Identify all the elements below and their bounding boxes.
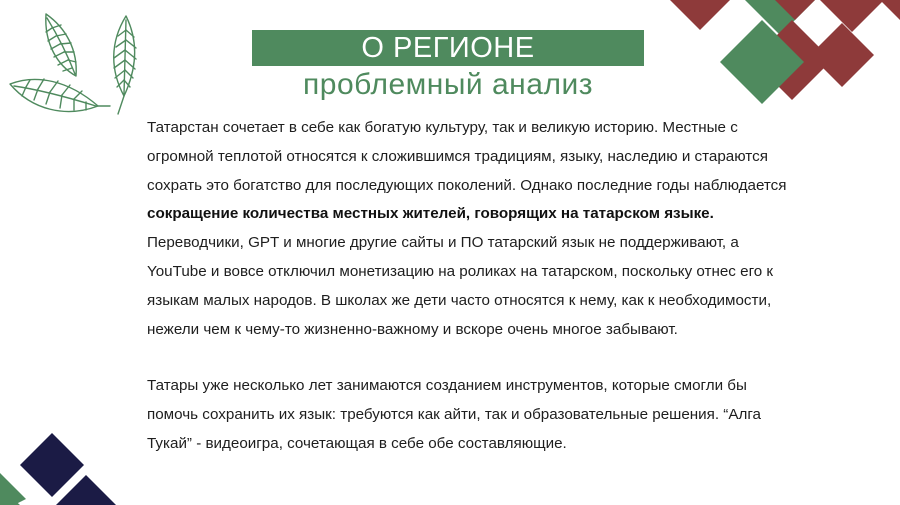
leaf-outline-icon (114, 16, 136, 114)
slide-subtitle: проблемный анализ (303, 68, 593, 101)
leaf-outline-icon (46, 14, 76, 76)
slide-title: О РЕГИОНЕ (252, 30, 644, 66)
paragraph-1-emphasis: сокращение количества местных жителей, говорящих на татарском языке. (147, 205, 714, 223)
paragraph-2: Татары уже несколько лет занимаются созданием инструментов, которые смогли бы помочь сохранить их язык: требуются как айти, так и образовательные решения. “Алга Тукай” - видеоигра, сочетающая в себе обе составляющие. (147, 377, 762, 452)
body-text (147, 114, 797, 459)
bottom-left-diamond-decoration (0, 415, 120, 505)
paragraph-1 (147, 114, 797, 344)
top-right-diamond-decoration (670, 0, 900, 115)
paragraph-1-text-after: Переводчики, GPT и многие другие сайты и ПО татарский язык не поддерживают, а YouTube и вовсе отключил монетизацию на роликах на татарском, поскольку отнес его к языкам малых народов. В школах же дети часто относятся к нему, как к необходимости, нежели чем к чему-то жизненно-важному и вскоре очень многое забывают. (147, 234, 774, 338)
leaves-decoration-icon (6, 10, 146, 130)
leaf-outline-icon (10, 79, 110, 111)
paragraph-1-text-before: Татарстан сочетает в себе как богатую культуру, так и великую историю. Местные с огромной теплотой относятся к сложившимся традициям, языку, наследию и стараются сохрать это богатство для последующих поколений. Однако последние годы наблюдается (147, 119, 787, 194)
